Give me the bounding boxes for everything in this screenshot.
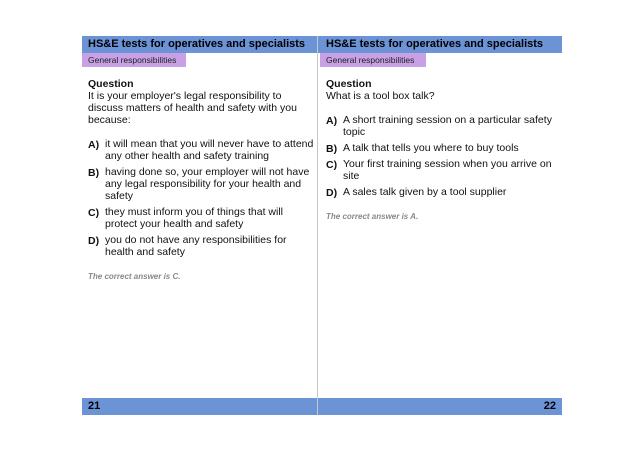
option-text: A sales talk given by a tool supplier (343, 186, 507, 198)
option-c (326, 158, 556, 182)
page-header: HS&E tests for operatives and specialists (82, 36, 321, 53)
question-block (88, 78, 315, 281)
question-heading: Question (326, 78, 372, 90)
option-text: Your first training session when you arrive on site (343, 158, 552, 182)
option-letter: A) (326, 115, 338, 127)
option-d (88, 234, 315, 258)
option-letter: C) (88, 207, 100, 219)
page-divider (317, 36, 318, 415)
option-letter: C) (326, 159, 338, 171)
correct-answer: The correct answer is A. (326, 212, 419, 221)
question-text: It is your employer's legal responsibility to discuss matters of health and safety with you because: (88, 90, 297, 126)
page-header: HS&E tests for operatives and specialists (320, 36, 562, 53)
question-text: What is a tool box talk? (326, 90, 435, 102)
option-letter: A) (88, 139, 100, 151)
correct-answer: The correct answer is C. (88, 272, 181, 281)
option-text: having done so, your employer will not have any legal responsibility for your health and safety (105, 166, 310, 202)
section-tag: General responsibilities (82, 53, 186, 67)
section-tag: General responsibilities (320, 53, 426, 67)
option-b (88, 166, 315, 202)
left-page (82, 36, 321, 415)
right-page (320, 36, 562, 415)
option-letter: B) (326, 143, 338, 155)
page-number: 21 (82, 398, 321, 415)
option-text: you do not have any responsibilities for health and safety (105, 234, 287, 258)
option-a (88, 138, 315, 162)
option-b (326, 142, 556, 154)
option-c (88, 206, 315, 230)
question-block (326, 78, 556, 221)
option-letter: B) (88, 167, 100, 179)
question-heading: Question (88, 78, 134, 90)
option-text: A talk that tells you where to buy tools (343, 142, 519, 154)
option-text: it will mean that you will never have to attend any other health and safety training (105, 138, 314, 162)
option-text: they must inform you of things that will protect your health and safety (105, 206, 283, 230)
option-letter: D) (326, 187, 338, 199)
option-letter: D) (88, 235, 100, 247)
page-number: 22 (320, 398, 562, 415)
option-a (326, 114, 556, 138)
option-text: A short training session on a particular safety topic (343, 114, 552, 138)
option-d (326, 186, 556, 198)
